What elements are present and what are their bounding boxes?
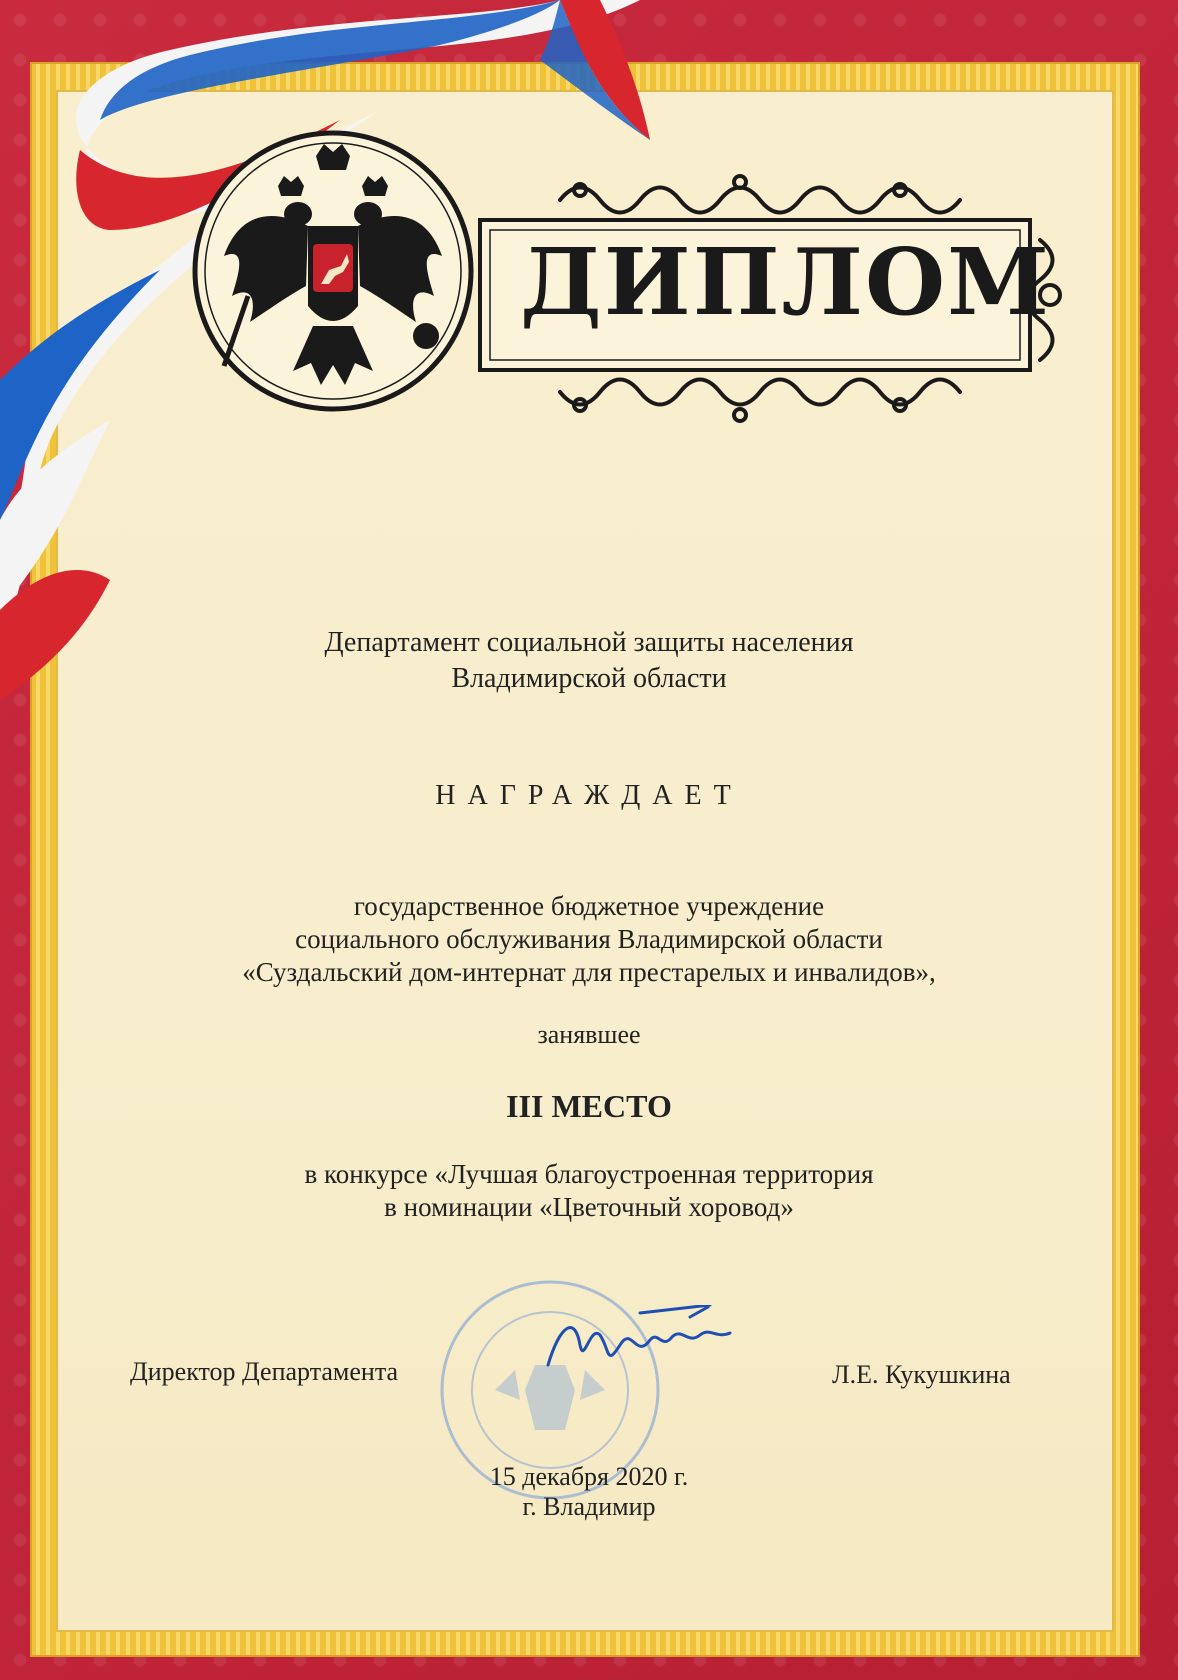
contest-line-2: в номинации «Цветочный хоровод» (384, 1192, 794, 1222)
organization-name (0, 625, 1178, 697)
red-shield-icon (313, 244, 353, 292)
recipient-line-1: государственное бюджетное учреждение (353, 891, 825, 921)
recipient-name (0, 890, 1178, 989)
recipient-line-2: социального обслуживания Владимирской области (295, 924, 883, 954)
occupied-text: занявшее (537, 1020, 641, 1049)
awards-heading: НАГРАЖДАЕТ (435, 780, 743, 811)
diploma-title: ДИПЛОМ (520, 228, 1051, 336)
signer-position: Директор Департамента (130, 1357, 399, 1386)
coat-of-arms-emblem (188, 126, 478, 416)
issue-city: г. Владимир (522, 1492, 656, 1521)
recipient-line-3: «Суздальский дом-интернат для престарелых и инвалидов», (242, 957, 936, 987)
organization-line-1: Департамент социальной защиты населения (324, 627, 854, 658)
date-and-place (0, 1462, 1178, 1522)
place-award: III МЕСТО (506, 1088, 672, 1124)
organization-line-2: Владимирской области (451, 663, 727, 694)
handwritten-signature (540, 1305, 740, 1385)
issue-date: 15 декабря 2020 г. (489, 1462, 689, 1491)
contest-description (0, 1158, 1178, 1224)
signer-name: Л.Е. Кукушкина (832, 1360, 1011, 1389)
contest-line-1: в конкурсе «Лучшая благоустроенная территория (304, 1159, 874, 1189)
